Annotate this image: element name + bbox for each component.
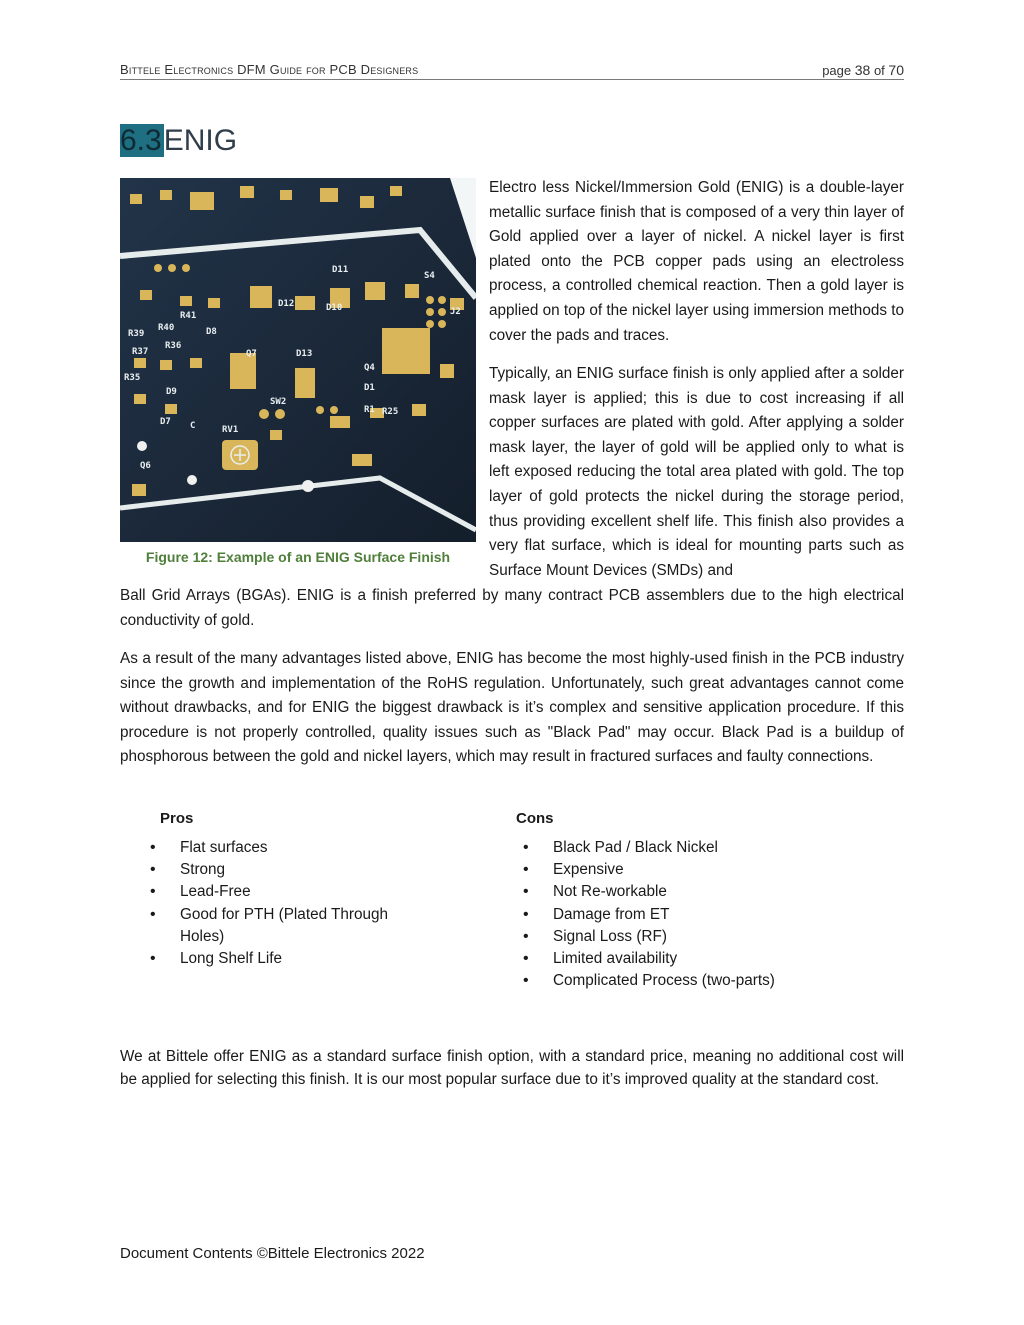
silk-label: D7: [160, 417, 171, 427]
silk-label: R25: [382, 407, 399, 417]
silk-label: R37: [132, 347, 149, 357]
gold-pad: [295, 368, 315, 398]
list-item: • Damage from ET: [513, 904, 873, 926]
silk-label: R39: [128, 329, 145, 339]
list-item: • Signal Loss (RF): [513, 926, 873, 948]
paragraph-application-continued: Ball Grid Arrays (BGAs). ENIG is a finish preferred by many contract PCB assemblers due to the high electrical conductivity of gold.: [120, 587, 904, 629]
silk-label: SW2: [270, 397, 287, 407]
list-item: • Strong: [140, 859, 410, 881]
paragraph-application: Typically, an ENIG surface finish is only applied after a solder mask layer is applied; this is due to cost increasing if all copper surfaces are plated with gold. After applying a solder mask layer, the layer of gold will be applied only to what is left exposed reducing the total area plated with gold. The top layer of gold protects the nickel during the storage period, thus providing excellent shelf life. This finish also provides a very flat surface, which is ideal for mounting parts such as Surface Mount Devices (SMDs) and: [489, 365, 904, 579]
silk-label: R40: [158, 323, 175, 333]
list-item: • Complicated Process (two-parts): [513, 970, 873, 992]
silk-label: D9: [166, 387, 177, 397]
cons-heading: Cons: [516, 810, 554, 827]
silk-label: R36: [165, 341, 182, 351]
silk-label: D13: [296, 349, 313, 359]
section-number: 6.3: [120, 124, 162, 157]
page-footer: Document Contents ©Bittele Electronics 2022: [120, 1245, 425, 1262]
cons-list: [513, 837, 873, 992]
section-heading: [120, 120, 237, 162]
section-title: ENIG: [163, 124, 238, 157]
silk-label: Q7: [246, 349, 257, 359]
silk-label: J2: [450, 307, 461, 317]
list-item: • Black Pad / Black Nickel: [513, 837, 873, 859]
list-item: • Limited availability: [513, 948, 873, 970]
pros-list: [140, 837, 410, 970]
paragraph-intro: Electro less Nickel/Immersion Gold (ENIG) is a double-layer metallic surface finish that is composed of a very thin layer of Gold applied over a layer of nickel. A nickel layer is first plated onto the PCB copper pads using an electroless process, a controlled chemical reaction. Then a gold layer is applied on top of the nickel layer using immersion methods to cover the pads and traces.: [489, 179, 904, 344]
silk-label: D12: [278, 299, 295, 309]
pcb-photo: [120, 178, 476, 542]
list-item: • Expensive: [513, 859, 873, 881]
page-header: [120, 60, 904, 80]
list-item: • Not Re-workable: [513, 881, 873, 903]
list-item: • Lead-Free: [140, 881, 410, 903]
paragraph-drawbacks: As a result of the many advantages listed above, ENIG has become the most highly-used finish in the PCB industry since the growth and implementation of the RoHS regulation. Unfortunately, such great advantages cannot come without drawbacks, and for ENIG the biggest drawback is it’s complex and sensitive application procedure. If this procedure is not properly controlled, quality issues such as "Black Pad" may occur. Black Pad is a buildup of phosphorous between the gold and nickel layers, which may result in fractured surfaces and faulty connections.: [120, 650, 904, 766]
silk-label: RV1: [222, 425, 239, 435]
silk-label: Q6: [140, 461, 151, 471]
figure-caption: Figure 12: Example of an ENIG Surface Finish: [145, 549, 451, 565]
silk-label: D10: [326, 303, 343, 313]
of-label: of: [873, 63, 885, 78]
silk-label: R35: [124, 373, 141, 383]
silk-label: R41: [180, 311, 197, 321]
gold-pad-large: [382, 328, 430, 374]
silk-label: D1: [364, 383, 375, 393]
pcb-illustration: [120, 178, 476, 542]
silk-label: D11: [332, 265, 349, 275]
page-num: 38: [854, 62, 871, 78]
list-item: • Long Shelf Life: [140, 948, 410, 970]
silk-label: Q4: [364, 363, 375, 373]
total-pages: 70: [888, 62, 904, 78]
list-item: • Flat surfaces: [140, 837, 410, 859]
paragraph-offer: We at Bittele offer ENIG as a standard surface finish option, with a standard price, meaning no additional cost will be applied for selecting this finish. It is our most popular surface due to it’s improved quality at the standard cost.: [120, 1048, 904, 1088]
silk-label: C: [190, 421, 196, 431]
header-title: Bittele Electronics DFM Guide for PCB Designers: [120, 62, 419, 77]
silk-label: S4: [424, 271, 435, 281]
list-item: • Good for PTH (Plated Through Holes): [140, 904, 410, 948]
pros-heading: Pros: [160, 810, 194, 827]
page-label: page: [822, 63, 852, 78]
silk-label: R1: [364, 405, 375, 415]
page-number: [822, 62, 904, 78]
silk-label: D8: [206, 327, 217, 337]
